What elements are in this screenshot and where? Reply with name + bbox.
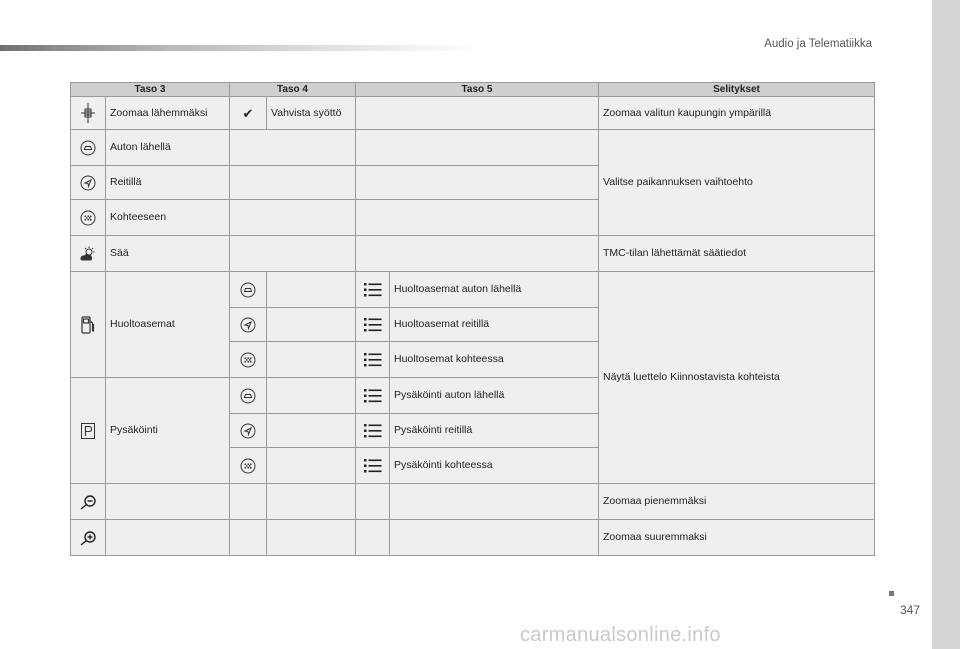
empty-cell	[267, 484, 356, 520]
sub-item-label: Huoltoasemat auton lähellä	[390, 272, 599, 308]
side-margin-bar	[932, 0, 960, 649]
list-icon	[356, 448, 390, 484]
empty-cell	[390, 484, 599, 520]
row-label: Reitillä	[106, 166, 230, 200]
zoom-in-icon	[71, 520, 106, 556]
empty-cell	[356, 97, 599, 130]
empty-cell	[390, 520, 599, 556]
empty-cell	[267, 520, 356, 556]
sub-item-label: Huoltoasemat reitillä	[390, 308, 599, 342]
empty-cell	[230, 520, 267, 556]
destination-flag-icon	[71, 200, 106, 236]
zoom-crosshair-icon	[71, 97, 106, 130]
car-icon	[71, 130, 106, 166]
empty-cell	[106, 520, 230, 556]
list-icon	[356, 342, 390, 378]
section-title: Audio ja Telematiikka	[764, 38, 872, 50]
page-number: 347	[899, 603, 920, 617]
table-row	[71, 236, 875, 272]
table-row	[71, 484, 875, 520]
col-header-level5: Taso 5	[356, 83, 599, 97]
fuel-pump-icon	[71, 272, 106, 378]
row-label: Huoltoasemat	[106, 272, 230, 378]
list-icon	[356, 378, 390, 414]
table-row	[71, 97, 875, 130]
route-arrow-icon	[71, 166, 106, 200]
row-label: Zoomaa lähemmäksi	[106, 97, 230, 130]
destination-flag-icon	[230, 448, 267, 484]
row-description: TMC-tilan lähettämät säätiedot	[599, 236, 875, 272]
weather-icon	[71, 236, 106, 272]
empty-cell	[230, 236, 356, 272]
table-row	[71, 520, 875, 556]
empty-cell	[356, 130, 599, 166]
zoom-out-icon	[71, 484, 106, 520]
list-icon	[356, 272, 390, 308]
col-header-level3: Taso 3	[71, 83, 230, 97]
empty-cell	[230, 130, 356, 166]
empty-cell	[356, 520, 390, 556]
empty-cell	[267, 378, 356, 414]
empty-cell	[356, 200, 599, 236]
empty-cell	[230, 484, 267, 520]
route-arrow-icon	[230, 308, 267, 342]
empty-cell	[267, 308, 356, 342]
row-description: Zoomaa valitun kaupungin ympärillä	[599, 97, 875, 130]
page-marker	[889, 591, 894, 596]
row-label: Kohteeseen	[106, 200, 230, 236]
col-header-descriptions: Selitykset	[599, 83, 875, 97]
empty-cell	[356, 236, 599, 272]
empty-cell	[267, 272, 356, 308]
list-icon	[356, 308, 390, 342]
parking-icon	[71, 378, 106, 484]
row-label: Auton lähellä	[106, 130, 230, 166]
table-header-row	[71, 83, 875, 97]
sub-item-label: Huoltosemat kohteessa	[390, 342, 599, 378]
checkmark-icon: ✔	[230, 97, 267, 130]
sub-item-label: Pysäköinti reitillä	[390, 414, 599, 448]
menu-table	[70, 82, 875, 556]
empty-cell	[267, 448, 356, 484]
table-row	[71, 130, 875, 166]
watermark: carmanualsonline.info	[520, 624, 721, 646]
sub-item-label: Pysäköinti kohteessa	[390, 448, 599, 484]
empty-cell	[230, 166, 356, 200]
empty-cell	[356, 484, 390, 520]
route-arrow-icon	[230, 414, 267, 448]
row-description: Näytä luettelo Kiinnostavista kohteista	[599, 272, 875, 484]
list-icon	[356, 414, 390, 448]
empty-cell	[356, 166, 599, 200]
empty-cell	[267, 414, 356, 448]
empty-cell	[230, 200, 356, 236]
car-icon	[230, 272, 267, 308]
row-description: Valitse paikannuksen vaihtoehto	[599, 130, 875, 236]
row-label: Pysäköinti	[106, 378, 230, 484]
row-description: Zoomaa pienemmäksi	[599, 484, 875, 520]
row-description: Zoomaa suuremmaksi	[599, 520, 875, 556]
row-label: Sää	[106, 236, 230, 272]
col-header-level4: Taso 4	[230, 83, 356, 97]
sub-item-label: Pysäköinti auton lähellä	[390, 378, 599, 414]
table-row	[71, 272, 875, 308]
empty-cell	[106, 484, 230, 520]
confirm-input-text: Vahvista syöttö	[267, 97, 356, 130]
destination-flag-icon	[230, 342, 267, 378]
car-icon	[230, 378, 267, 414]
empty-cell	[267, 342, 356, 378]
header-gradient-line	[0, 45, 480, 51]
